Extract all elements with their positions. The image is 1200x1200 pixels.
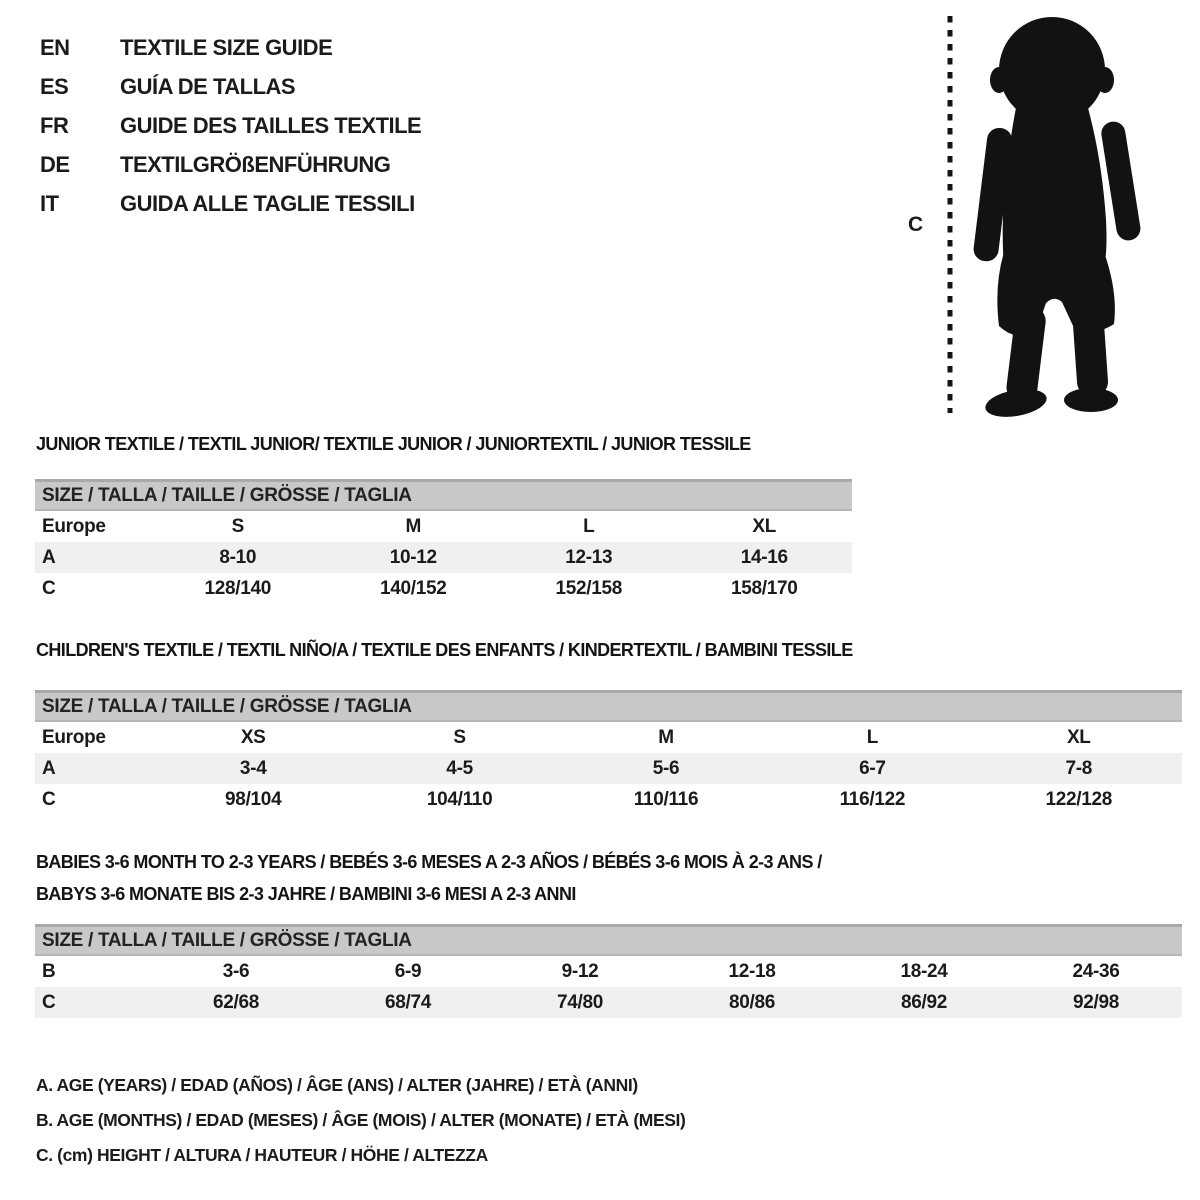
language-label: GUIDE DES TAILLES TEXTILE [120,113,422,138]
children-size-table [35,690,1182,815]
language-code: DE [40,152,70,177]
size-value: 3-6 [222,960,250,982]
size-value: XL [752,515,777,537]
row-label: C [42,577,56,599]
toddler-silhouette [972,17,1142,420]
size-value: 116/122 [839,788,906,810]
table-row [35,784,1182,815]
language-row [40,30,421,69]
size-value: 6-7 [769,753,975,784]
height-measure-label: C [908,213,924,236]
language-label: GUIDA ALLE TAGLIE TESSILI [120,191,415,216]
language-label: GUÍA DE TALLAS [120,74,296,99]
size-value: 4-5 [356,753,562,784]
size-value: 92/98 [1010,987,1182,1018]
table-row [35,721,1182,753]
size-value: S [231,515,244,537]
junior-section-heading: JUNIOR TEXTILE / TEXTIL JUNIOR/ TEXTILE JUNIOR / JUNIORTEXTIL / JUNIOR TESSILE [36,434,751,454]
babies-heading-line1: BABIES 3-6 MONTH TO 2-3 YEARS / BEBÉS 3-6 MESES A 2-3 AÑOS / BÉBÉS 3-6 MOIS À 2-3 ANS / [36,852,822,872]
table-row [35,510,852,542]
size-header: SIZE / TALLA / TAILLE / GRÖSSE / TAGLIA [35,926,1182,956]
size-value: 128/140 [204,577,272,599]
size-value: 24-36 [1072,960,1120,982]
language-label: TEXTILGRÖßENFÜHRUNG [120,152,391,177]
row-label: C [35,987,150,1018]
size-value: 10-12 [326,542,502,573]
language-code: EN [40,35,70,60]
table-row [35,692,1182,722]
language-list [40,30,421,225]
size-value: 104/110 [426,788,493,810]
size-value: 140/152 [379,577,447,599]
language-row [40,147,421,186]
size-value: 3-4 [150,753,356,784]
size-value: 5-6 [563,753,769,784]
size-value: 9-12 [561,960,599,982]
language-code: IT [40,191,59,216]
size-value: 12-18 [728,960,776,982]
size-value: 158/170 [730,577,798,599]
toddler-silhouette-image [900,8,1145,420]
size-value: L [583,515,595,537]
size-value: 62/68 [150,987,322,1018]
babies-section-heading [36,846,822,910]
size-value: 98/104 [225,788,282,810]
size-value: 110/116 [633,788,699,810]
size-header: SIZE / TALLA / TAILLE / GRÖSSE / TAGLIA [35,481,852,511]
row-label: C [42,788,56,810]
language-label: TEXTILE SIZE GUIDE [120,35,333,60]
size-value: 80/86 [666,987,838,1018]
size-value: 74/80 [494,987,666,1018]
table-row [35,542,852,573]
size-value: 12-13 [501,542,677,573]
legend [36,1068,685,1173]
table-row [35,926,1182,956]
row-label: A [35,753,150,784]
row-label: B [42,960,56,982]
size-value: 7-8 [976,753,1182,784]
language-row [40,69,421,108]
size-value: XS [240,726,266,748]
size-value: 8-10 [150,542,326,573]
babies-size-table [35,924,1182,1018]
size-value: 68/74 [322,987,494,1018]
row-label: Europe [42,515,106,537]
height-figure [900,8,1145,420]
legend-line-c: C. (cm) HEIGHT / ALTURA / HAUTEUR / HÖHE / ALTEZZA [36,1145,488,1165]
size-value: M [405,515,422,537]
size-value: L [866,726,879,748]
legend-line-b: B. AGE (MONTHS) / EDAD (MESES) / ÂGE (MOIS) / ALTER (MONATE) / ETÀ (MESI) [36,1110,686,1130]
size-value: 152/158 [555,577,623,599]
size-value: 18-24 [900,960,948,982]
size-value: 6-9 [394,960,422,982]
table-row [35,753,1182,784]
row-label: Europe [42,726,106,748]
size-header: SIZE / TALLA / TAILLE / GRÖSSE / TAGLIA [35,692,1182,722]
language-row [40,108,421,147]
size-value: XL [1066,726,1091,748]
children-section-heading: CHILDREN'S TEXTILE / TEXTIL NIÑO/A / TEXTILE DES ENFANTS / KINDERTEXTIL / BAMBINI TESSILE [36,640,853,660]
language-row [40,186,421,225]
size-value: 14-16 [677,542,853,573]
legend-line-a: A. AGE (YEARS) / EDAD (AÑOS) / ÂGE (ANS) / ALTER (JAHRE) / ETÀ (ANNI) [36,1075,638,1095]
row-label: A [35,542,150,573]
table-row [35,987,1182,1018]
table-row [35,481,852,511]
junior-size-table [35,479,852,604]
table-row [35,573,852,604]
size-value: 86/92 [838,987,1010,1018]
language-code: FR [40,113,69,138]
language-code: ES [40,74,69,99]
babies-heading-line2: BABYS 3-6 MONATE BIS 2-3 JAHRE / BAMBINI 3-6 MESI A 2-3 ANNI [36,884,576,904]
table-row [35,955,1182,987]
size-value: M [658,726,674,748]
size-value: 122/128 [1045,788,1113,810]
size-value: S [453,726,466,748]
